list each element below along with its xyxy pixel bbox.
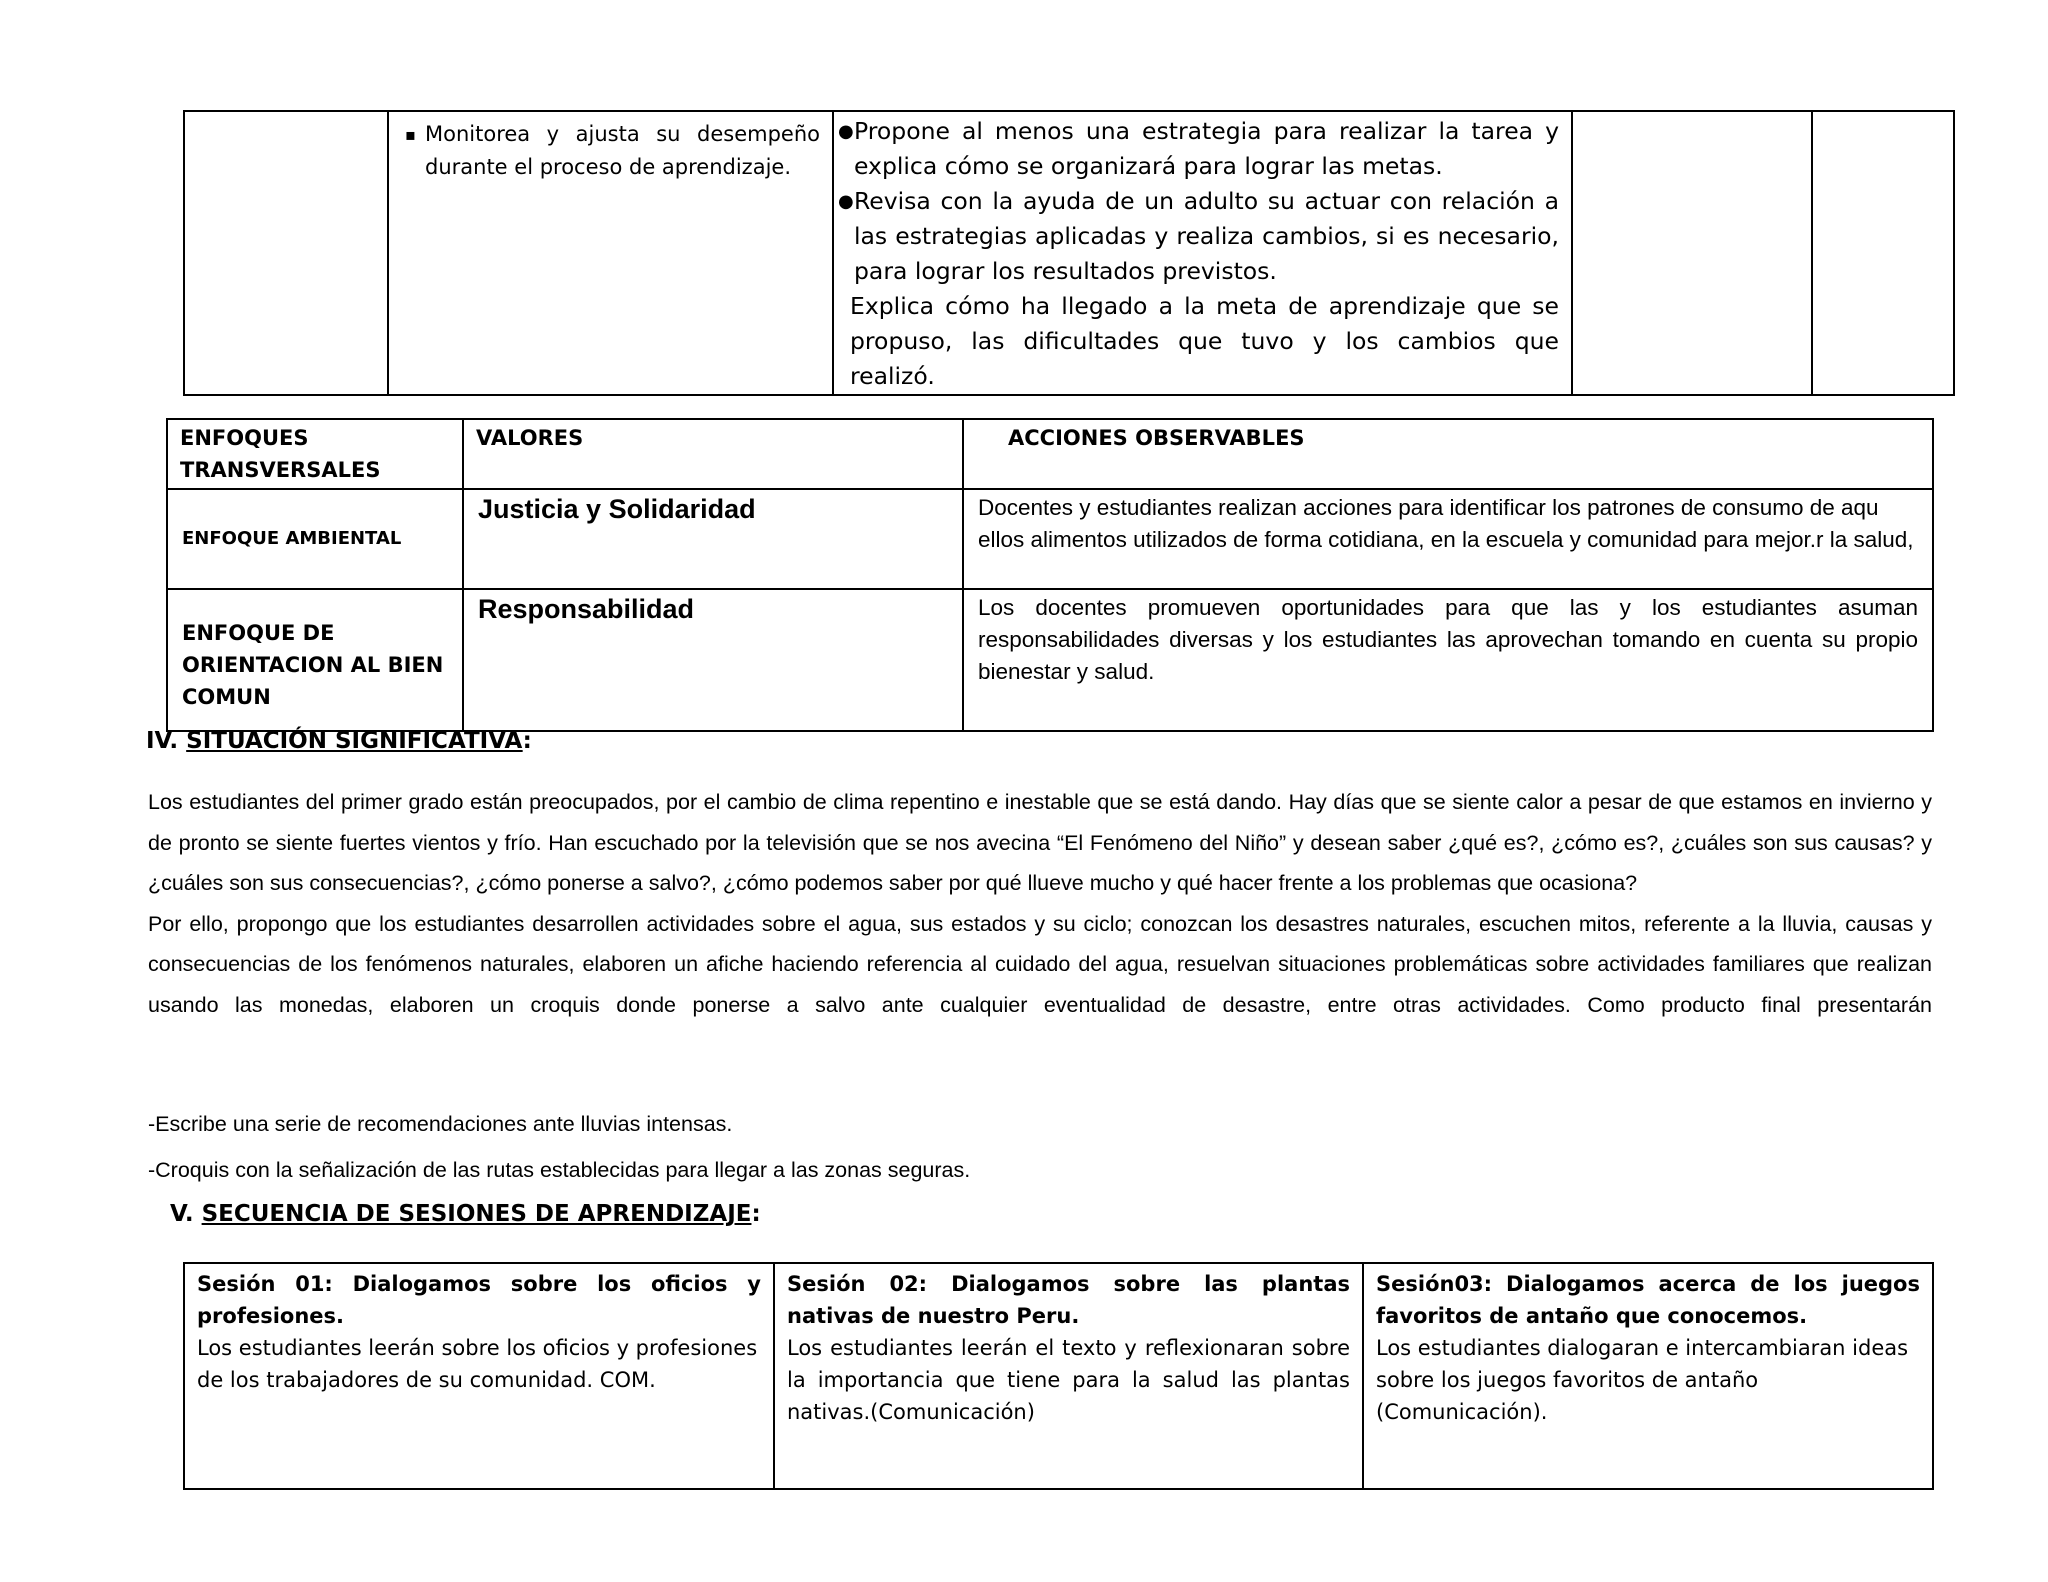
- situacion-paragraph: Los estudiantes del primer grado están preocupados, por el cambio de clima repentino e inestable que se está dando. Hay días que se siente calor a pesar de que estamos en invierno y de pronto se siente fuertes vientos y frío. Han escuchado por la televisión que se nos avecina “El Fenómeno del Niño” y desean saber ¿qué es?, ¿cómo es?, ¿cuáles son sus causas? y ¿cuáles son sus consecuencias?, ¿cómo ponerse a salvo?, ¿cómo podemos saber por qué llueve mucho y qué hacer frente a los problemas que ocasiona?: [148, 790, 1932, 895]
- section-colon: :: [522, 728, 532, 754]
- accion-text: Docentes y estudiantes realizan acciones para identificar los patrones de consumo de aqu ellos alimentos utilizados de forma cotidiana, en la escuela y comunidad para mejor.r la salud,: [963, 489, 1933, 589]
- section-title: SECUENCIA DE SESIONES DE APRENDIZAJE: [201, 1201, 752, 1227]
- situacion-paragraph: Por ello, propongo que los estudiantes desarrollen actividades sobre el agua, sus estados y su ciclo; conozcan los desastres naturales, escuchen mitos, referente a la lluvia, causas y consecuencias de los fenómenos naturales, elaboren un afiche haciendo referencia al cuidado del agua, resuelvan situaciones problemáticas sobre actividades familiares que realizan usando las monedas, elaboren un croquis donde ponerse a salvo ante cualquier eventualidad de desastre, entre otras actividades. Como producto final presentarán: [148, 911, 1932, 1017]
- performance-text: Revisa con la ayuda de un adulto su actuar con relación a las estrategias aplicadas y realiza cambios, si es necesario, para lograr los resultados previstos.: [854, 187, 1559, 285]
- header-enfoques: ENFOQUES TRANSVERSALES: [167, 419, 463, 489]
- sesion-cell: [774, 1263, 1363, 1489]
- accion-text: Los docentes promueven oportunidades para que las y los estudiantes asuman responsabilidades diversas y los estudiantes las aprovechan tomando en cuenta su propio bienestar y salud.: [963, 589, 1933, 731]
- sesion-body: Los estudiantes leerán el texto y reflexionaran sobre la importancia que tiene para la salud las plantas nativas.(Comunicación): [787, 1336, 1350, 1424]
- section-v-heading: [170, 1201, 761, 1227]
- valor-name: Responsabilidad: [463, 589, 963, 731]
- enfoque-name: ENFOQUE AMBIENTAL: [167, 489, 463, 589]
- header-valores: VALORES: [463, 419, 963, 489]
- section-number: V.: [170, 1201, 194, 1227]
- section-title: SITUACIÓN SIGNIFICATIVA: [186, 728, 523, 754]
- header-acciones: ACCIONES OBSERVABLES: [963, 419, 1933, 489]
- enfoque-row: [167, 589, 1933, 731]
- sesion-cell: [184, 1263, 774, 1489]
- section-iv-heading: [146, 728, 532, 754]
- enfoques-table: [166, 418, 1934, 732]
- competency-row: [184, 111, 1954, 395]
- producto-item: -Croquis con la señalización de las rutas establecidas para llegar a las zonas seguras.: [148, 1158, 971, 1182]
- enfoque-name: ENFOQUE DE ORIENTACION AL BIEN COMUN: [167, 589, 463, 731]
- bullet-icon: ●: [838, 121, 854, 142]
- sesion-title: Sesión 02: Dialogamos sobre las plantas nativas de nuestro Peru.: [787, 1272, 1350, 1328]
- evidence-cell: [1572, 111, 1812, 395]
- sesiones-row: [184, 1263, 1933, 1489]
- performance-extra: Explica cómo ha llegado a la meta de aprendizaje que se propuso, las dificultades que tuvo y los cambios que realizó.: [850, 292, 1559, 390]
- situacion-text: [148, 782, 1932, 1025]
- sesion-cell: [1363, 1263, 1933, 1489]
- enfoques-header-row: [167, 419, 1933, 489]
- sesion-body: Los estudiantes leerán sobre los oficios y profesiones de los trabajadores de su comunidad. COM.: [197, 1336, 758, 1392]
- performance-item: [838, 114, 1559, 184]
- capacity-cell: [388, 111, 833, 395]
- producto-item: -Escribe una serie de recomendaciones ante lluvias intensas.: [148, 1112, 733, 1136]
- competency-table: [183, 110, 1955, 396]
- sesion-body: Los estudiantes dialogaran e intercambiaran ideas sobre los juegos favoritos de antaño (Comunicación).: [1376, 1336, 1909, 1424]
- bullet-icon: ●: [838, 191, 854, 212]
- performance-text: Propone al menos una estrategia para realizar la tarea y explica cómo se organizará para lograr las metas.: [854, 117, 1559, 180]
- capacity-item: ▪ Monitorea y ajusta su desempeño durante el proceso de aprendizaje.: [405, 118, 820, 184]
- instrument-cell: [1812, 111, 1954, 395]
- performance-item: [838, 184, 1559, 289]
- competency-cell: [184, 111, 388, 395]
- section-colon: :: [751, 1201, 761, 1227]
- sesiones-table: [183, 1262, 1934, 1490]
- section-number: IV.: [146, 728, 179, 754]
- performance-cell: [833, 111, 1572, 395]
- sesion-title: Sesión 01: Dialogamos sobre los oficios y profesiones.: [197, 1272, 761, 1328]
- enfoque-row: [167, 489, 1933, 589]
- valor-name: Justicia y Solidaridad: [463, 489, 963, 589]
- sesion-title: Sesión03: Dialogamos acerca de los juegos favoritos de antaño que conocemos.: [1376, 1272, 1920, 1328]
